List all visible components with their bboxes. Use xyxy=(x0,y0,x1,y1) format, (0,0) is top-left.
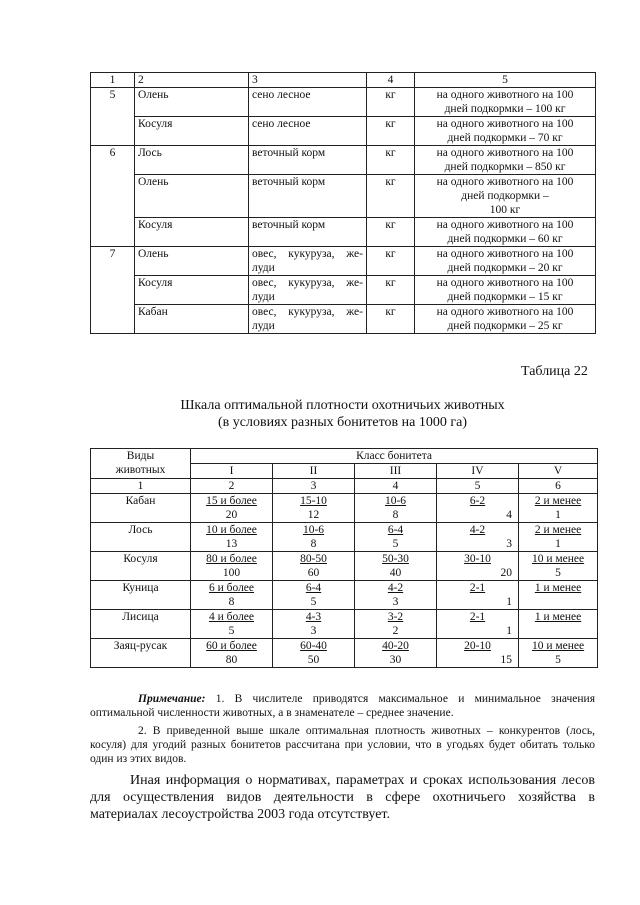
column-number: 1 xyxy=(91,479,191,494)
feed-cell: овес, кукуруза, же- луди xyxy=(249,305,367,334)
note-2-text: 2. В приведенной выше шкале оптимальная плотность животных – конкурентов (лось, косуля) для угодий разных бонитетов рассчитана при условии, что в угодьях будет обитать только один из этих видов. xyxy=(90,725,595,765)
norm-cell: на одного животного на 100 дней подкормки – 100 кг xyxy=(415,175,596,218)
class-cell: II xyxy=(273,464,355,479)
unit-cell: кг xyxy=(367,247,415,276)
density-cell: 6-2 4 xyxy=(437,494,519,523)
norm-cell: на одного животного на 100 дней подкормки – 20 кг xyxy=(415,247,596,276)
feed-cell: сено лесное xyxy=(249,117,367,146)
class-cell: III xyxy=(355,464,437,479)
norm-cell: на одного животного на 100 дней подкормки – 70 кг xyxy=(415,117,596,146)
column-number: 5 xyxy=(437,479,519,494)
density-cell: 60-40 50 xyxy=(273,639,355,668)
unit-cell: кг xyxy=(367,305,415,334)
density-cell: 15-10 12 xyxy=(273,494,355,523)
density-cell: 50-30 40 xyxy=(355,552,437,581)
table-row xyxy=(91,552,598,581)
norm-cell: на одного животного на 100 дней подкормки – 60 кг xyxy=(415,218,596,247)
density-cell: 1 и менее xyxy=(519,610,598,639)
unit-cell: кг xyxy=(367,146,415,175)
density-cell: 10-6 8 xyxy=(273,523,355,552)
note-1 xyxy=(90,692,595,720)
row-number: 6 xyxy=(91,146,135,247)
note-1-text: 1. В числителе приводятся максимальное и минимальное значения оптимальной численности животных, а в знаменателе – среднее значение. xyxy=(90,693,595,719)
table-row xyxy=(91,247,596,276)
table-row xyxy=(91,88,596,117)
species-header: Виды животных xyxy=(91,449,191,479)
table-title-line1: Шкала оптимальной плотности охотничьих животных xyxy=(180,398,505,413)
table-number: Таблица 22 xyxy=(521,364,588,379)
table-row xyxy=(91,610,598,639)
animal-cell: Косуля xyxy=(135,117,249,146)
row-number: 5 xyxy=(91,88,135,146)
species-name: Лисица xyxy=(91,610,191,639)
table-row xyxy=(91,523,598,552)
density-cell: 3-2 2 xyxy=(355,610,437,639)
species-name: Лось xyxy=(91,523,191,552)
unit-cell: кг xyxy=(367,218,415,247)
density-cell: 6-4 5 xyxy=(355,523,437,552)
table-row xyxy=(91,276,596,305)
feed-cell: веточный корм xyxy=(249,218,367,247)
feed-cell: сено лесное xyxy=(249,88,367,117)
feed-cell: овес, кукуруза, же- луди xyxy=(249,276,367,305)
norm-cell: на одного животного на 100 дней подкормки – 15 кг xyxy=(415,276,596,305)
animal-cell: Олень xyxy=(135,88,249,117)
animal-cell: Лось xyxy=(135,146,249,175)
animal-cell: Косуля xyxy=(135,276,249,305)
table-row xyxy=(91,305,596,334)
density-cell: 10 и более 13 xyxy=(191,523,273,552)
table-row xyxy=(91,494,598,523)
header-cell: 2 xyxy=(135,73,249,88)
species-name: Куница xyxy=(91,581,191,610)
row-number: 7 xyxy=(91,247,135,334)
density-cell: 4 и более 5 xyxy=(191,610,273,639)
density-cell: 2 и менее 1 xyxy=(519,523,598,552)
density-cell: 15 и более 20 xyxy=(191,494,273,523)
table-row xyxy=(91,146,596,175)
unit-cell: кг xyxy=(367,88,415,117)
feed-cell: веточный корм xyxy=(249,146,367,175)
feed-cell: веточный корм xyxy=(249,175,367,218)
density-cell: 80 и более 100 xyxy=(191,552,273,581)
animal-cell: Олень xyxy=(135,175,249,218)
table-row xyxy=(91,175,596,218)
class-cell: V xyxy=(519,464,598,479)
header-cell: 5 xyxy=(415,73,596,88)
density-scale-table xyxy=(90,448,598,668)
class-header: Класс бонитета xyxy=(191,449,598,464)
column-number: 4 xyxy=(355,479,437,494)
density-cell: 4-2 3 xyxy=(355,581,437,610)
table-row xyxy=(91,117,596,146)
header-cell: 1 xyxy=(91,73,135,88)
norm-cell: на одного животного на 100 дней подкормки – 100 кг xyxy=(415,88,596,117)
density-cell: 2 и менее 1 xyxy=(519,494,598,523)
density-cell: 10 и менее 5 xyxy=(519,552,598,581)
table-row xyxy=(91,218,596,247)
header-cell: 4 xyxy=(367,73,415,88)
note-2 xyxy=(90,724,595,766)
density-cell: 4-3 3 xyxy=(273,610,355,639)
species-name: Кабан xyxy=(91,494,191,523)
note-label: Примечание: xyxy=(138,693,206,705)
density-cell: 10-6 8 xyxy=(355,494,437,523)
class-cell: IV xyxy=(437,464,519,479)
density-cell: 2-1 1 xyxy=(437,581,519,610)
table-title-line2: (в условиях разных бонитетов на 1000 га) xyxy=(218,415,467,430)
density-cell: 60 и более 80 xyxy=(191,639,273,668)
density-cell: 1 и менее xyxy=(519,581,598,610)
feed-cell: овес, кукуруза, же- луди xyxy=(249,247,367,276)
unit-cell: кг xyxy=(367,276,415,305)
density-cell: 4-2 3 xyxy=(437,523,519,552)
animal-cell: Косуля xyxy=(135,218,249,247)
column-number: 6 xyxy=(519,479,598,494)
species-name: Косуля xyxy=(91,552,191,581)
density-cell: 80-50 60 xyxy=(273,552,355,581)
unit-cell: кг xyxy=(367,117,415,146)
species-name: Заяц-русак xyxy=(91,639,191,668)
density-cell: 2-1 1 xyxy=(437,610,519,639)
density-cell: 40-20 30 xyxy=(355,639,437,668)
density-cell: 20-10 15 xyxy=(437,639,519,668)
class-cell: I xyxy=(191,464,273,479)
closing-paragraph-text: Иная информация о нормативах, параметрах и сроках использования лесов для осуществления видов деятельности в сфере охотничьего хозяйства в материалах лесоустройства 2003 года отсутствует. xyxy=(90,773,595,822)
animal-cell: Олень xyxy=(135,247,249,276)
table-row xyxy=(91,581,598,610)
column-number: 2 xyxy=(191,479,273,494)
header-cell: 3 xyxy=(249,73,367,88)
feeding-norms-table xyxy=(90,72,596,334)
animal-cell: Кабан xyxy=(135,305,249,334)
column-number: 3 xyxy=(273,479,355,494)
table-title xyxy=(90,397,595,431)
unit-cell: кг xyxy=(367,175,415,218)
density-cell: 6 и более 8 xyxy=(191,581,273,610)
norm-cell: на одного животного на 100 дней подкормки – 25 кг xyxy=(415,305,596,334)
density-cell: 30-10 20 xyxy=(437,552,519,581)
closing-paragraph xyxy=(90,772,595,823)
density-cell: 6-4 5 xyxy=(273,581,355,610)
table-row xyxy=(91,639,598,668)
density-cell: 10 и менее 5 xyxy=(519,639,598,668)
norm-cell: на одного животного на 100 дней подкормки – 850 кг xyxy=(415,146,596,175)
